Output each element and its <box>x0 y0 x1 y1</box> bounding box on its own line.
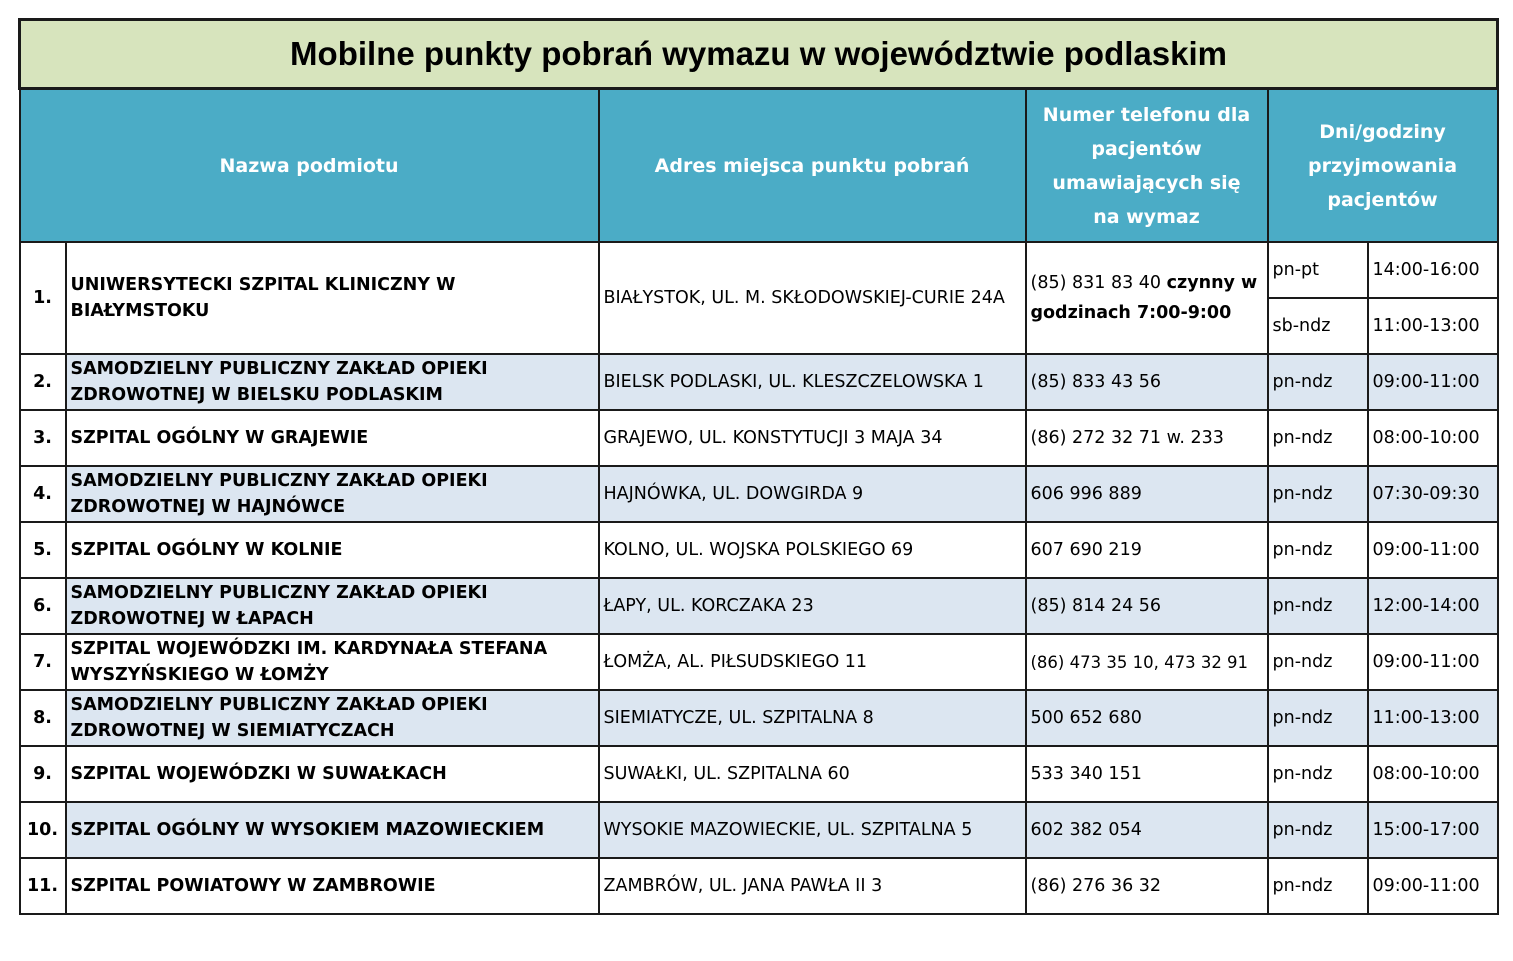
schedule-hours: 12:00-14:00 <box>1368 578 1498 634</box>
entity-address: BIELSK PODLASKI, UL. KLESZCZELOWSKA 1 <box>599 354 1026 410</box>
entity-address: GRAJEWO, UL. KONSTYTUCJI 3 MAJA 34 <box>599 410 1026 466</box>
row-number: 11. <box>20 858 66 914</box>
schedule-days: pn-ndz <box>1268 746 1368 802</box>
entity-phone-cell <box>1026 242 1268 354</box>
schedule-days: pn-ndz <box>1268 634 1368 690</box>
schedule-days: pn-pt <box>1268 242 1368 298</box>
entity-address: WYSOKIE MAZOWIECKIE, UL. SZPITALNA 5 <box>599 802 1026 858</box>
header-address: Adres miejsca punktu pobrań <box>599 89 1026 243</box>
row-number: 9. <box>20 746 66 802</box>
entity-phone: (85) 833 43 56 <box>1026 354 1268 410</box>
entity-address: ZAMBRÓW, UL. JANA PAWŁA II 3 <box>599 858 1026 914</box>
row-number: 8. <box>20 690 66 746</box>
entity-name: SZPITAL POWIATOWY W ZAMBROWIE <box>66 858 599 914</box>
phone-note: czynny w godzinach 7:00-9:00 <box>1030 273 1258 323</box>
schedule-days: pn-ndz <box>1268 690 1368 746</box>
schedule-hours: 11:00-13:00 <box>1368 690 1498 746</box>
entity-name: SAMODZIELNY PUBLICZNY ZAKŁAD OPIEKI ZDROWOTNEJ W BIELSKU PODLASKIM <box>66 354 599 410</box>
entity-name: SZPITAL OGÓLNY W WYSOKIEM MAZOWIECKIEM <box>66 802 599 858</box>
schedule-hours: 07:30-09:30 <box>1368 466 1498 522</box>
entity-name: SZPITAL OGÓLNY W GRAJEWIE <box>66 410 599 466</box>
row-number: 3. <box>20 410 66 466</box>
entity-phone: 533 340 151 <box>1026 746 1268 802</box>
entity-name: SZPITAL WOJEWÓDZKI W SUWAŁKACH <box>66 746 599 802</box>
row-number: 2. <box>20 354 66 410</box>
row-number: 5. <box>20 522 66 578</box>
schedule-hours: 08:00-10:00 <box>1368 410 1498 466</box>
schedule-hours: 11:00-13:00 <box>1368 298 1498 354</box>
entity-name: SAMODZIELNY PUBLICZNY ZAKŁAD OPIEKI ZDROWOTNEJ W SIEMIATYCZACH <box>66 690 599 746</box>
schedule-hours: 09:00-11:00 <box>1368 522 1498 578</box>
title-row <box>20 20 1498 89</box>
table-row <box>20 522 1498 578</box>
schedule-hours: 09:00-11:00 <box>1368 858 1498 914</box>
header-name: Nazwa podmiotu <box>20 89 599 243</box>
table-row <box>20 578 1498 634</box>
entity-name: UNIWERSYTECKI SZPITAL KLINICZNY W BIAŁYMSTOKU <box>66 242 599 354</box>
schedule-hours: 08:00-10:00 <box>1368 746 1498 802</box>
entity-name: SZPITAL OGÓLNY W KOLNIE <box>66 522 599 578</box>
row-number: 1. <box>20 242 66 354</box>
entity-phone: (86) 473 35 10, 473 32 91 <box>1026 634 1268 690</box>
entity-phone: (86) 272 32 71 w. 233 <box>1026 410 1268 466</box>
table-row <box>20 746 1498 802</box>
row-number: 4. <box>20 466 66 522</box>
table-row <box>20 410 1498 466</box>
schedule-hours: 14:00-16:00 <box>1368 242 1498 298</box>
table-row <box>20 354 1498 410</box>
entity-address: HAJNÓWKA, UL. DOWGIRDA 9 <box>599 466 1026 522</box>
entity-address: ŁOMŻA, AL. PIŁSUDSKIEGO 11 <box>599 634 1026 690</box>
schedule-days: pn-ndz <box>1268 858 1368 914</box>
row-number: 7. <box>20 634 66 690</box>
entity-address: ŁAPY, UL. KORCZAKA 23 <box>599 578 1026 634</box>
schedule-days: pn-ndz <box>1268 410 1368 466</box>
header-row <box>20 89 1498 243</box>
schedule-days: pn-ndz <box>1268 466 1368 522</box>
table-row <box>20 634 1498 690</box>
entity-address: KOLNO, UL. WOJSKA POLSKIEGO 69 <box>599 522 1026 578</box>
schedule-days: pn-ndz <box>1268 522 1368 578</box>
row-number: 10. <box>20 802 66 858</box>
schedule-days: pn-ndz <box>1268 578 1368 634</box>
entity-phone: 500 652 680 <box>1026 690 1268 746</box>
entity-address: BIAŁYSTOK, UL. M. SKŁODOWSKIEJ-CURIE 24A <box>599 242 1026 354</box>
header-phone: Numer telefonu dla pacjentów umawiających się na wymaz <box>1026 89 1268 243</box>
table-row <box>20 858 1498 914</box>
entity-phone: (86) 276 36 32 <box>1026 858 1268 914</box>
document-page <box>18 18 1496 915</box>
schedule-hours: 09:00-11:00 <box>1368 634 1498 690</box>
schedule-days: pn-ndz <box>1268 354 1368 410</box>
table-row <box>20 690 1498 746</box>
schedule-days: sb-ndz <box>1268 298 1368 354</box>
table-row <box>20 242 1498 298</box>
schedule-hours: 09:00-11:00 <box>1368 354 1498 410</box>
entity-name: SAMODZIELNY PUBLICZNY ZAKŁAD OPIEKI ZDROWOTNEJ W ŁAPACH <box>66 578 599 634</box>
entity-name: SAMODZIELNY PUBLICZNY ZAKŁAD OPIEKI ZDROWOTNEJ W HAJNÓWCE <box>66 466 599 522</box>
table-row <box>20 802 1498 858</box>
entity-phone: 607 690 219 <box>1026 522 1268 578</box>
entity-phone: (85) 814 24 56 <box>1026 578 1268 634</box>
collection-points-table <box>18 18 1499 915</box>
entity-address: SIEMIATYCZE, UL. SZPITALNA 8 <box>599 690 1026 746</box>
schedule-hours: 15:00-17:00 <box>1368 802 1498 858</box>
page-title: Mobilne punkty pobrań wymazu w województwie podlaskim <box>20 20 1498 89</box>
entity-phone: 606 996 889 <box>1026 466 1268 522</box>
entity-address: SUWAŁKI, UL. SZPITALNA 60 <box>599 746 1026 802</box>
entity-phone: (85) 831 83 40 <box>1030 273 1162 293</box>
row-number: 6. <box>20 578 66 634</box>
table-row <box>20 466 1498 522</box>
schedule-days: pn-ndz <box>1268 802 1368 858</box>
entity-name: SZPITAL WOJEWÓDZKI IM. KARDYNAŁA STEFANA WYSZYŃSKIEGO W ŁOMŻY <box>66 634 599 690</box>
entity-phone: 602 382 054 <box>1026 802 1268 858</box>
header-hours: Dni/godziny przyjmowania pacjentów <box>1268 89 1498 243</box>
